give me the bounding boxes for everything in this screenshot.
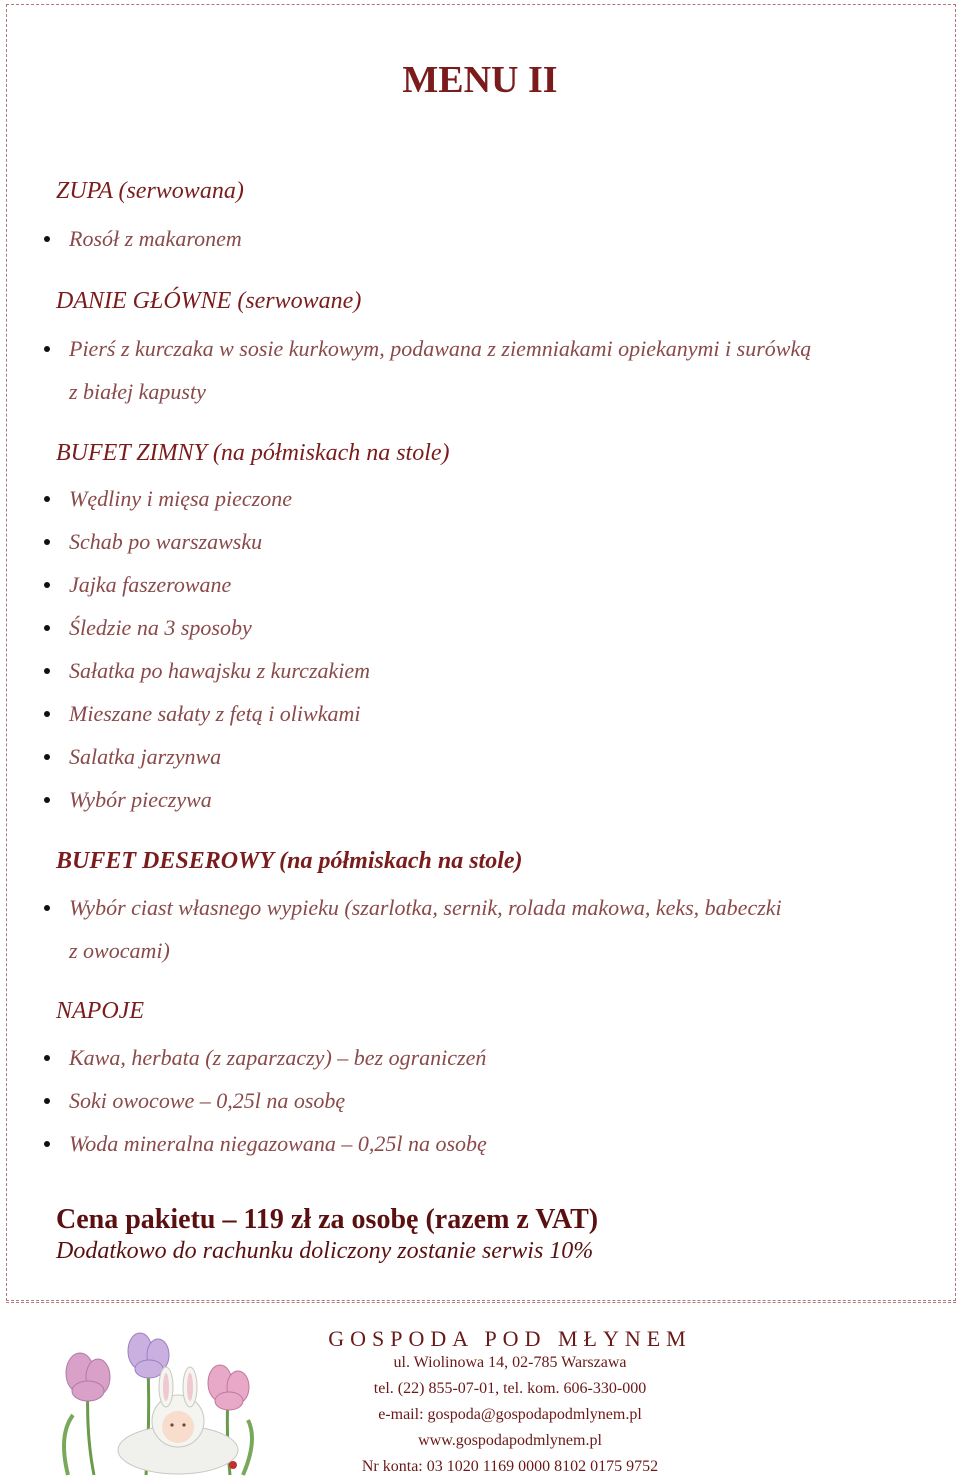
bank-account: Nr konta: 03 1020 1169 0000 8102 0175 9752: [361, 1458, 659, 1475]
list-item: Salatka jarzynwa: [69, 744, 221, 770]
list-item: Rosół z makaronem: [69, 226, 242, 252]
list-item: Pierś z kurczaka w sosie kurkowym, podawana z ziemniakami opiekanymi i surówką: [69, 336, 811, 362]
restaurant-address: ul. Wiolinowa 14, 02-785 Warszawa: [393, 1354, 627, 1371]
service-charge-note: Dodatkowo do rachunku doliczony zostanie serwis 10%: [56, 1238, 594, 1264]
bullet-icon: [44, 236, 50, 242]
list-item: Kawa, herbata (z zaparzaczy) – bez ograniczeń: [69, 1045, 486, 1071]
restaurant-name: GOSPODA POD MŁYNEM: [328, 1326, 692, 1351]
list-item: Wybór pieczywa: [69, 787, 212, 813]
bullet-icon: [44, 668, 50, 674]
bullet-icon: [44, 496, 50, 502]
list-item: Woda mineralna niegazowana – 0,25l na osobę: [69, 1131, 487, 1157]
bullet-icon: [44, 539, 50, 545]
bullet-icon: [44, 346, 50, 352]
bullet-icon: [44, 711, 50, 717]
bullet-icon: [44, 797, 50, 803]
list-item: Jajka faszerowane: [69, 572, 231, 598]
list-item-continuation: z owocami): [69, 938, 170, 963]
list-item: Wędliny i mięsa pieczone: [69, 486, 292, 512]
restaurant-email: e-mail: gospoda@gospodapodmlynem.pl: [378, 1406, 642, 1423]
list-item: Wybór ciast własnego wypieku (szarlotka, sernik, rolada makowa, keks, babeczki: [69, 895, 782, 921]
bullet-icon: [44, 625, 50, 631]
section-heading-drinks: NAPOJE: [56, 998, 144, 1024]
list-item: Sałatka po hawajsku z kurczakiem: [69, 658, 370, 684]
list-item: Schab po warszawsku: [69, 529, 262, 555]
section-heading-main-course: DANIE GŁÓWNE (serwowane): [56, 288, 362, 314]
list-item: Mieszane sałaty z fetą i oliwkami: [69, 701, 360, 727]
flowers-baby-illustration: [28, 1325, 268, 1480]
list-item: Śledzie na 3 sposoby: [69, 615, 252, 641]
list-item: Soki owocowe – 0,25l na osobę: [69, 1088, 345, 1114]
bullet-icon: [44, 1141, 50, 1147]
bullet-icon: [44, 1098, 50, 1104]
list-item-continuation: z białej kapusty: [69, 379, 206, 404]
restaurant-website[interactable]: www.gospodapodmlynem.pl: [418, 1432, 602, 1449]
section-heading-cold-buffet: BUFET ZIMNY (na półmiskach na stole): [56, 440, 450, 466]
bullet-icon: [44, 582, 50, 588]
section-heading-dessert-buffet: BUFET DESEROWY (na półmiskach na stole): [56, 848, 523, 874]
package-price: Cena pakietu – 119 zł za osobę (razem z VAT): [56, 1204, 599, 1235]
bullet-icon: [44, 905, 50, 911]
bullet-icon: [44, 754, 50, 760]
bullet-icon: [44, 1055, 50, 1061]
menu-title: MENU II: [402, 59, 558, 101]
footer-divider: [6, 1302, 956, 1303]
section-heading-soup: ZUPA (serwowana): [56, 178, 244, 204]
restaurant-phone: tel. (22) 855-07-01, tel. kom. 606-330-000: [373, 1380, 647, 1397]
